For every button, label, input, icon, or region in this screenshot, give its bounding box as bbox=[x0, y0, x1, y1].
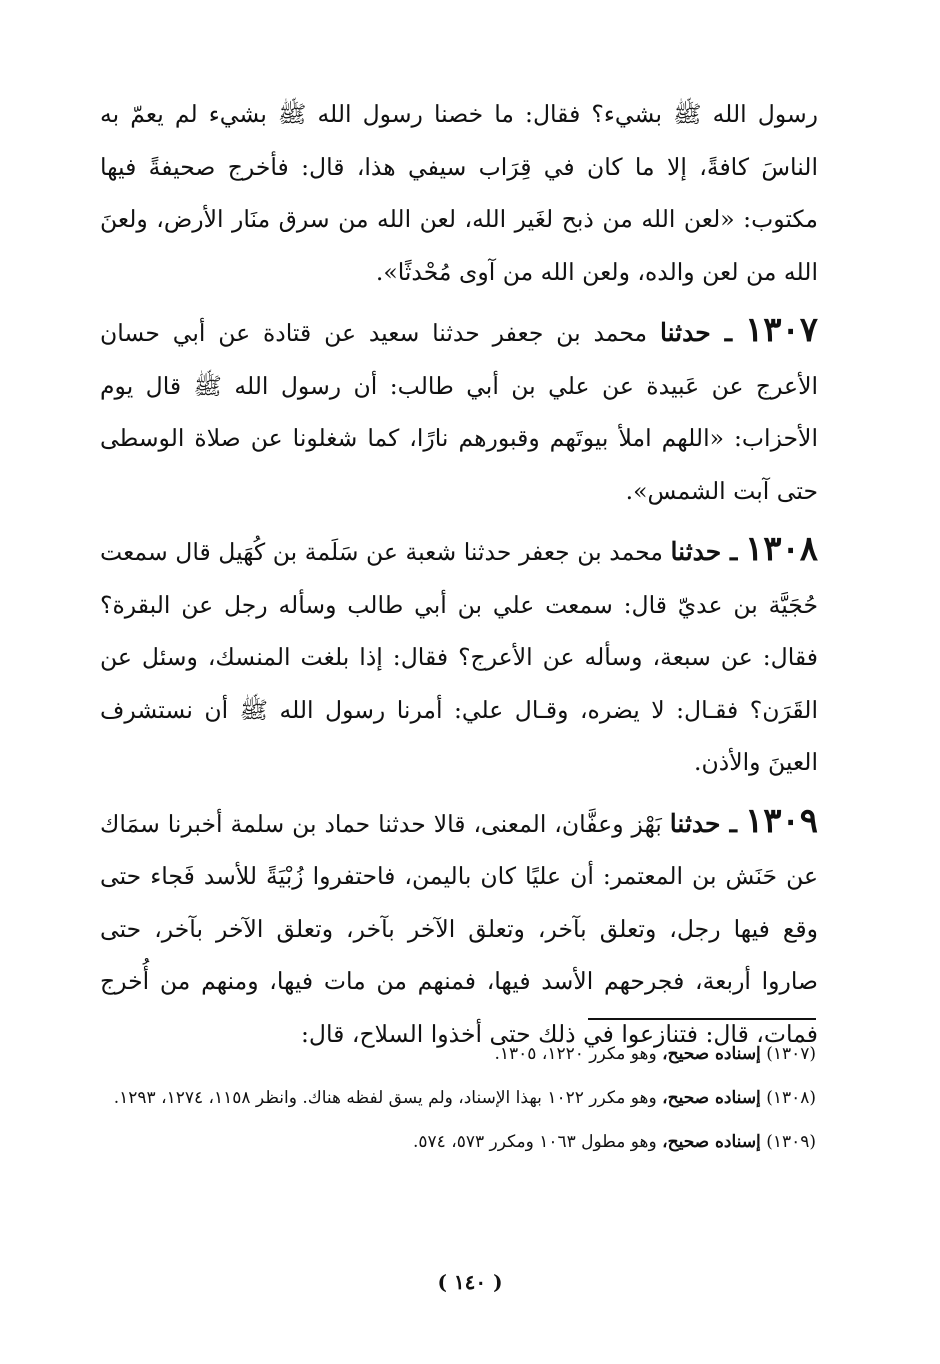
footnote-label: إسناده صحيح، bbox=[662, 1132, 761, 1152]
hadith-number: ١٣٠٩ bbox=[744, 800, 818, 841]
page-number: ( ١٤٠ ) bbox=[437, 1270, 503, 1294]
main-text bbox=[100, 88, 818, 1066]
paragraph-text: محمد بن جعفر حدثنا سعيد عن قتادة عن أبي حسان الأعرج عن عَبيدة عن علي بن أبي طالب: أن رسول الله ﷺ قال يوم الأحزاب: «اللهم املأ بيوتَهم وقبورهم نارًا، كما شغلونا عن صلاة الوسطى حتى آبت الشمس». bbox=[100, 319, 818, 505]
footnote-ref: (١٣٠٩) bbox=[766, 1132, 816, 1152]
footnote-1309 bbox=[100, 1122, 816, 1162]
hadith-intro: حدثنا bbox=[669, 808, 721, 838]
footnote-label: إسناده صحيح، bbox=[662, 1088, 761, 1108]
hadith-paragraph-1307: ١٣٠٧ ـ حدثنا محمد بن جعفر حدثنا سعيد عن قتادة عن أبي حسان الأعرج عن عَبيدة عن علي بن أبي طالب: أن رسول الله ﷺ قال يوم الأحزاب: «اللهم املأ بيوتَهم وقبورهم نارًا، كما شغلونا عن صلاة الوسطى حتى آبت الشمس». bbox=[100, 310, 818, 505]
paragraph-text: رسول الله ﷺ بشيء؟ فقال: ما خصنا رسول الله ﷺ بشيء لم يعمّ به الناسَ كافةً، إلا ما كان في قِرَاب سيفي هذا، قال: فأخرج صحيفةً فيها مكتوب: «لعن الله من ذبح لغَير الله، لعن الله من سرق منَار الأرض، ولعنَ الله من لعن والده، ولعن الله من آوى مُحْدثًا». bbox=[100, 100, 818, 286]
footnote-1308 bbox=[100, 1078, 816, 1118]
hadith-paragraph-continued bbox=[100, 88, 818, 298]
footnote-text: وهو مطول ١٠٦٣ ومكرر ٥٧٣، ٥٧٤. bbox=[413, 1132, 657, 1152]
footnote-ref: (١٣٠٨) bbox=[766, 1088, 816, 1108]
footnote-text: وهو مكرر ١٢٢٠، ١٣٠٥. bbox=[494, 1044, 657, 1064]
hadith-number: ١٣٠٧ bbox=[744, 310, 818, 350]
hadith-paragraph-1308: ١٣٠٨ ـ حدثنا محمد بن جعفر حدثنا شعبة عن سَلَمة بن كُهَيل قال سمعت حُجَيَّة بن عديّ قال: سمعت علي بن أبي طالب وسأله رجل عن البقرة؟ فقال: عن سبعة، وسأله عن الأعرج؟ فقال: إذا بلغت المنسك، وسئل عن القَرَن؟ فقـال: لا يضره، وقـال علي: أمرنا رسول الله ﷺ أن نستشرف العينَ والأذن. bbox=[100, 529, 818, 776]
hadith-number: ١٣٠٨ bbox=[744, 529, 818, 569]
footnote-text: وهو مكرر ١٠٢٢ بهذا الإسناد، ولم يسق لفظه هناك. وانظر ١١٥٨، ١٢٧٤، ١٢٩٣. bbox=[113, 1088, 657, 1108]
footnote-ref: (١٣٠٧) bbox=[766, 1044, 816, 1064]
hadith-intro: حدثنا bbox=[670, 537, 722, 566]
footnotes bbox=[100, 1034, 816, 1166]
footnote-1307 bbox=[100, 1034, 816, 1074]
paragraph-text: بَهْز وعفَّان، المعنى، قالا حدثنا حماد بن سلمة أخبرنا سمَاك عن حَنَش بن المعتمر: أن عليًا كان باليمن، فاحتفروا زُبْيَةً للأسد فَجاء حتى وقع فيها رجل، وتعلق بآخر، وتعلق الآخر بآخر، وتعلق الآخر بآخر، حتى صاروا أربعة، فجرحهم الأسد فيها، فمنهم من مات فيها، ومنهم من أُخرج فمات، قال: فتنازعوا في ذلك حتى أخذوا السلاح، قال: bbox=[100, 809, 818, 1048]
hadith-paragraph-1309: ١٣٠٩ ـ حدثنا بَهْز وعفَّان، المعنى، قالا حدثنا حماد بن سلمة أخبرنا سمَاك عن حَنَش بن المعتمر: أن عليًا كان باليمن، فاحتفروا زُبْيَةً للأسد فَجاء حتى وقع فيها رجل، وتعلق بآخر، وتعلق الآخر بآخر، وتعلق الآخر بآخر، حتى صاروا أربعة، فجرحهم الأسد فيها، فمنهم من مات فيها، ومنهم من أُخرج فمات، قال: فتنازعوا في ذلك حتى أخذوا السلاح، قال: bbox=[100, 800, 818, 1048]
hadith-intro: حدثنا bbox=[659, 318, 711, 347]
footnote-label: إسناده صحيح، bbox=[662, 1044, 761, 1064]
paragraph-text: محمد بن جعفر حدثنا شعبة عن سَلَمة بن كُهَيل قال سمعت حُجَيَّة بن عديّ قال: سمعت علي بن أبي طالب وسأله رجل عن البقرة؟ فقال: عن سبعة، وسأله عن الأعرج؟ فقال: إذا بلغت المنسك، وسئل عن القَرَن؟ فقـال: لا يضره، وقـال علي: أمرنا رسول الله ﷺ أن نستشرف العينَ والأذن. bbox=[100, 538, 818, 776]
footnote-divider bbox=[588, 1018, 816, 1020]
